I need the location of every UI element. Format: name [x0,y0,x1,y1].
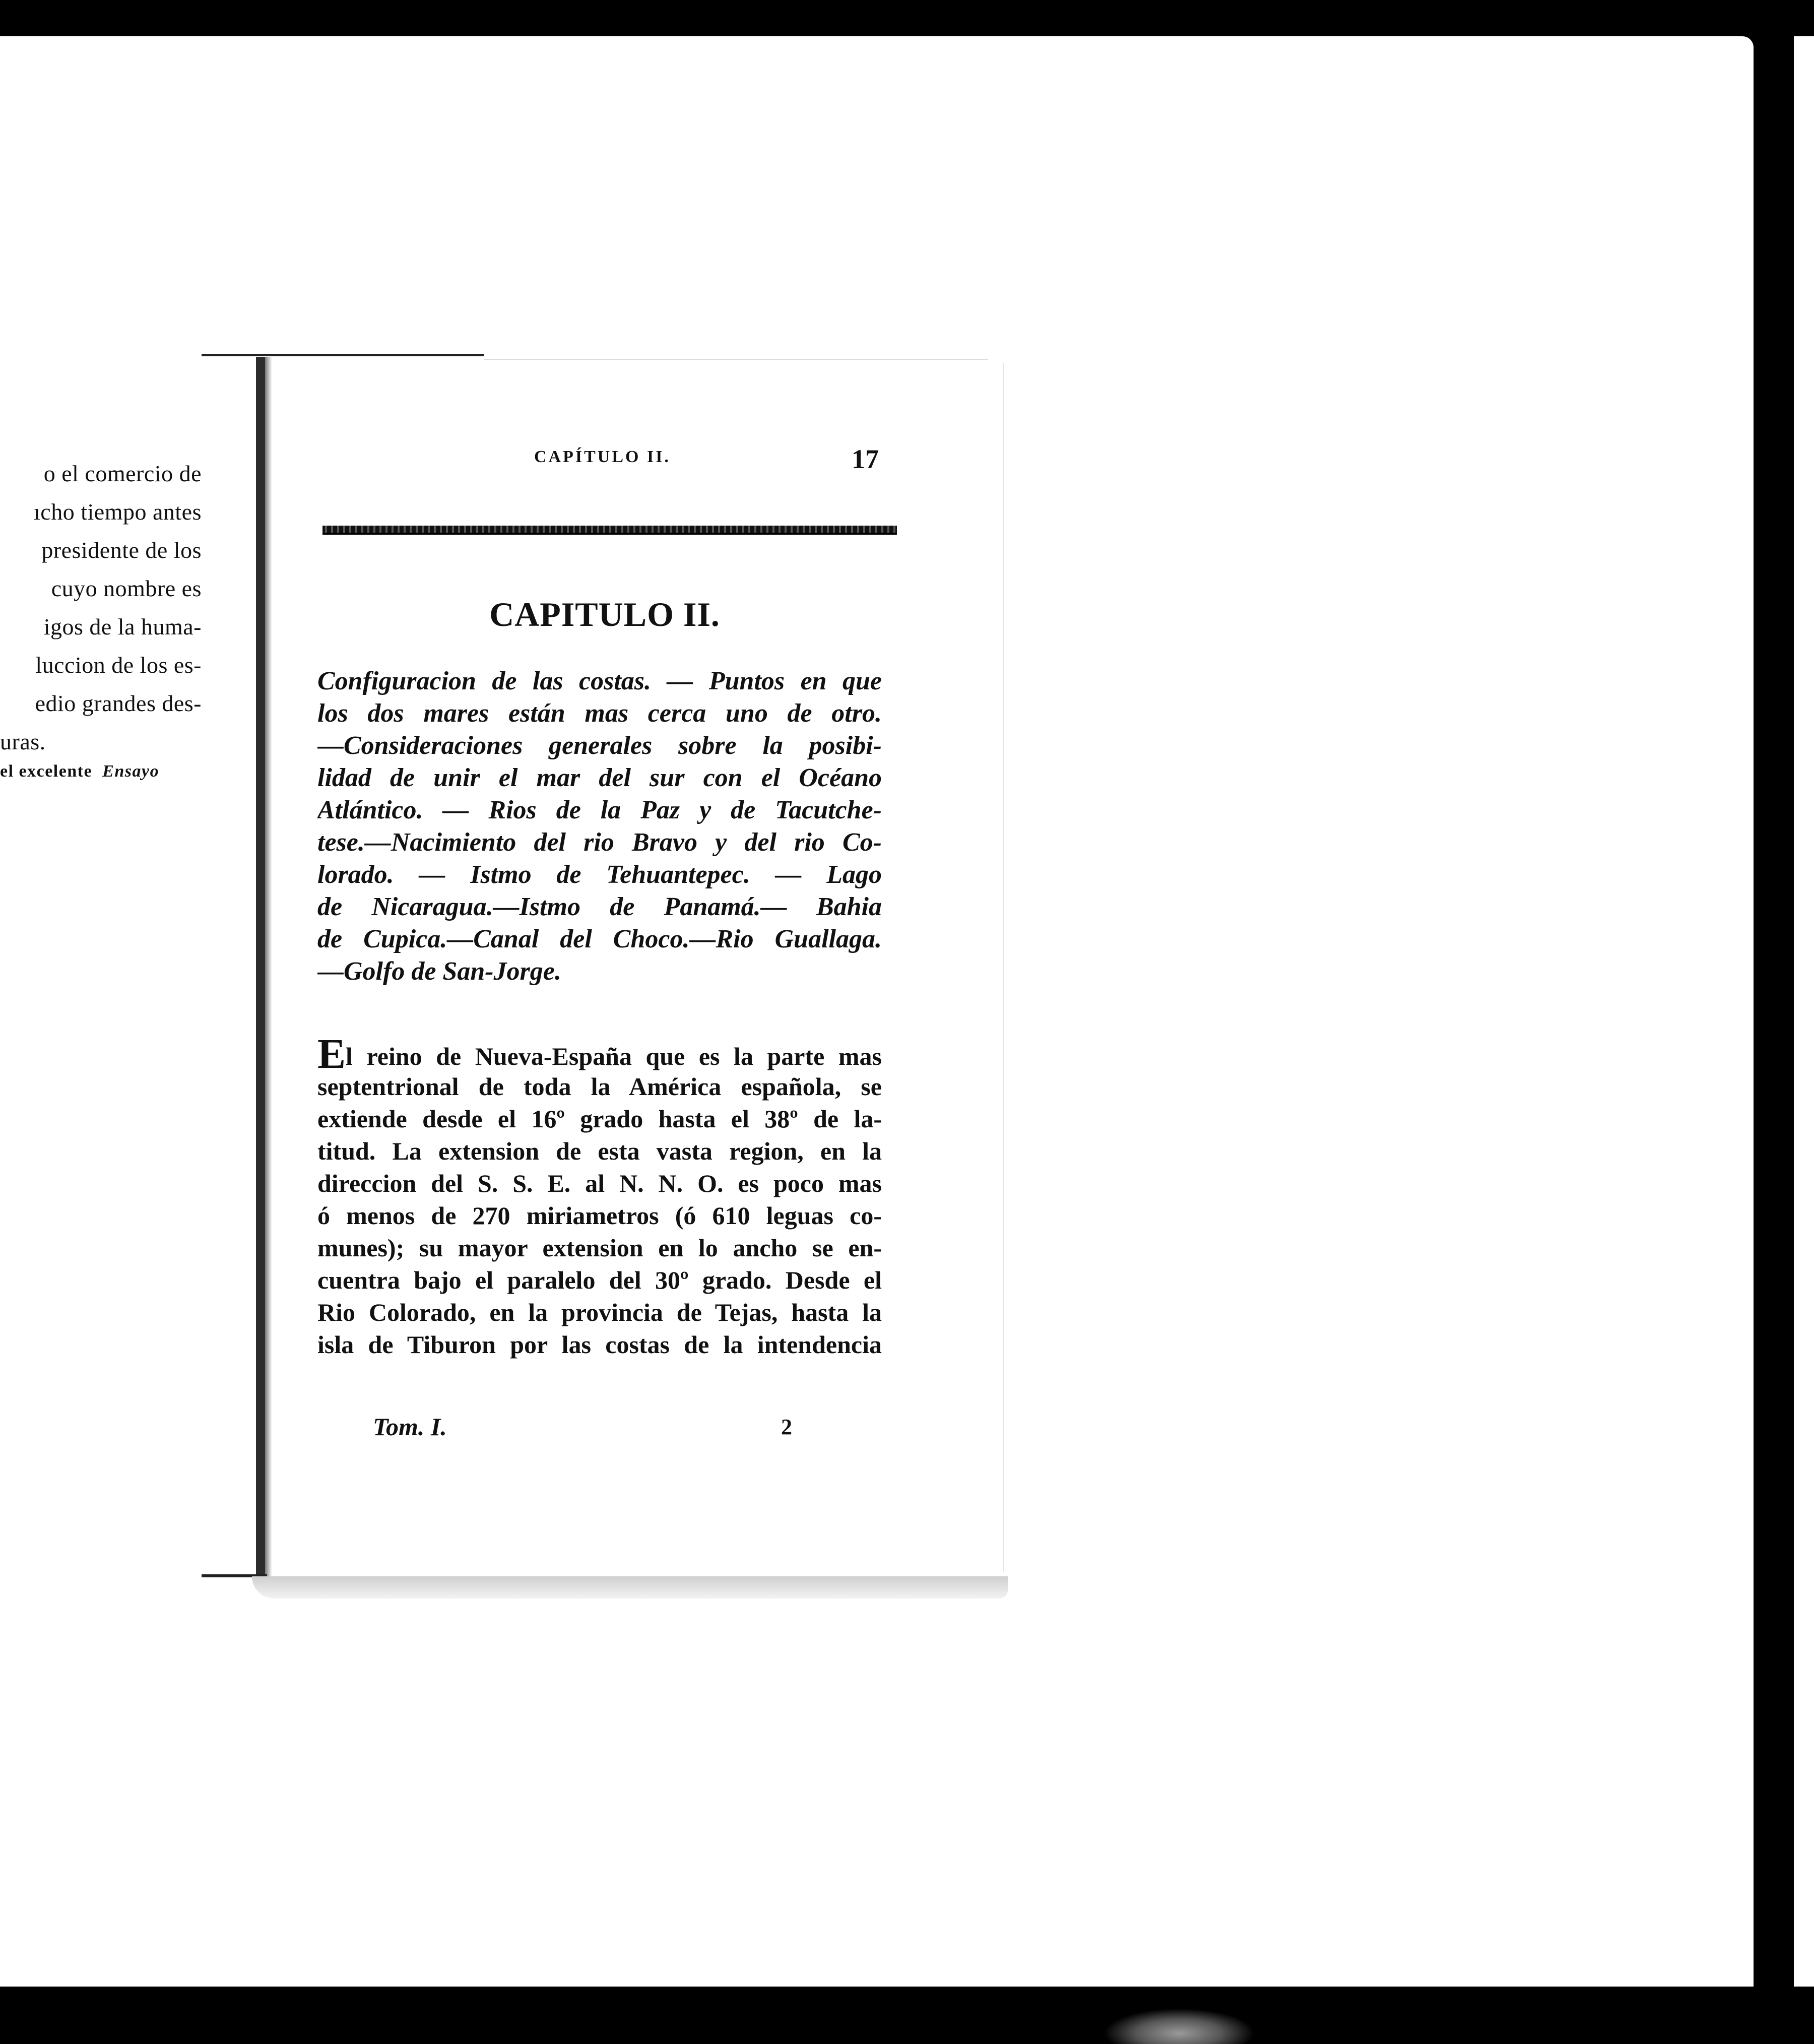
body-line: direccion del S. S. E. al N. N. O. es poco mas [317,1169,882,1197]
book-spine-shadow [265,357,272,1576]
left-page-line: igos de la huma- [43,614,202,640]
book-bottom-edge [252,1576,1008,1599]
left-page-line: cuyo nombre es [51,576,202,601]
ornamental-rule [322,526,897,535]
book-page [302,443,907,1502]
summary-line: de Cupica.—Canal del Choco.—Rio Guallaga. [317,925,882,953]
body-line: cuentra bajo el paralelo del 30º grado. Desde el [317,1266,882,1294]
footnote-italic: Ensayo [102,762,160,781]
scan-smudge [1104,2008,1255,2044]
signature-mark: 2 [781,1415,792,1439]
left-page-line: edio grandes des- [35,690,202,716]
book-right-edge [1003,363,1004,1572]
body-line: titud. La extension de esta vasta region, en la [317,1137,882,1165]
summary-line: Atlántico. — Rios de la Paz y de Tacutche- [317,796,882,824]
book-spine [256,357,265,1576]
body-line: isla de Tiburon por las costas de la intendencia [317,1330,882,1359]
summary-line: —Consideraciones generales sobre la posibi- [317,731,882,760]
book-top-edge [484,359,988,360]
body-line: ó menos de 270 miriametros (ó 610 leguas co- [317,1201,882,1230]
scan-right-strip [1794,36,1814,1987]
summary-line: lidad de unir el mar del sur con el Océano [317,763,882,792]
left-page-line: presidente de los [41,537,202,563]
drop-cap: E [317,1038,346,1072]
left-page-line: o el comercio de [43,461,202,486]
summary-line: tese.—Nacimiento del rio Bravo y del rio Co- [317,828,882,857]
running-header: CAPÍTULO II. [534,448,671,466]
summary-line: los dos mares están mas cerca uno de otro. [317,699,882,728]
summary-line: de Nicaragua.—Istmo de Panamá.— Bahia [317,892,882,921]
summary-line: lorado. — Istmo de Tehuantepec. — Lago [317,860,882,889]
page-number: 17 [852,444,879,474]
summary-line: Configuracion de las costas. — Puntos en que [317,667,882,695]
chapter-title: CAPITULO II. [489,595,720,633]
left-page-line: uras. [0,729,46,754]
left-page-footnote [0,762,217,781]
first-line-text: l reino de Nueva-España que es la parte mas [346,1042,882,1070]
footnote-text: el excelente [0,762,93,781]
volume-signature: Tom. I. [373,1413,447,1441]
book-top-edge-rule [202,354,484,356]
body-line: munes); su mayor extension en lo ancho se en- [317,1234,882,1262]
left-page-line: ıcho tiempo antes [34,499,202,525]
left-page-line: luccion de los es- [35,652,202,678]
summary-line: —Golfo de San-Jorge. [317,957,561,986]
body-line: Rio Colorado, en la provincia de Tejas, hasta la [317,1298,882,1326]
body-line: septentrional de toda la América española, se [317,1072,882,1101]
body-line: extiende desde el 16º grado hasta el 38º de la- [317,1105,882,1133]
body-first-line [317,1038,882,1072]
